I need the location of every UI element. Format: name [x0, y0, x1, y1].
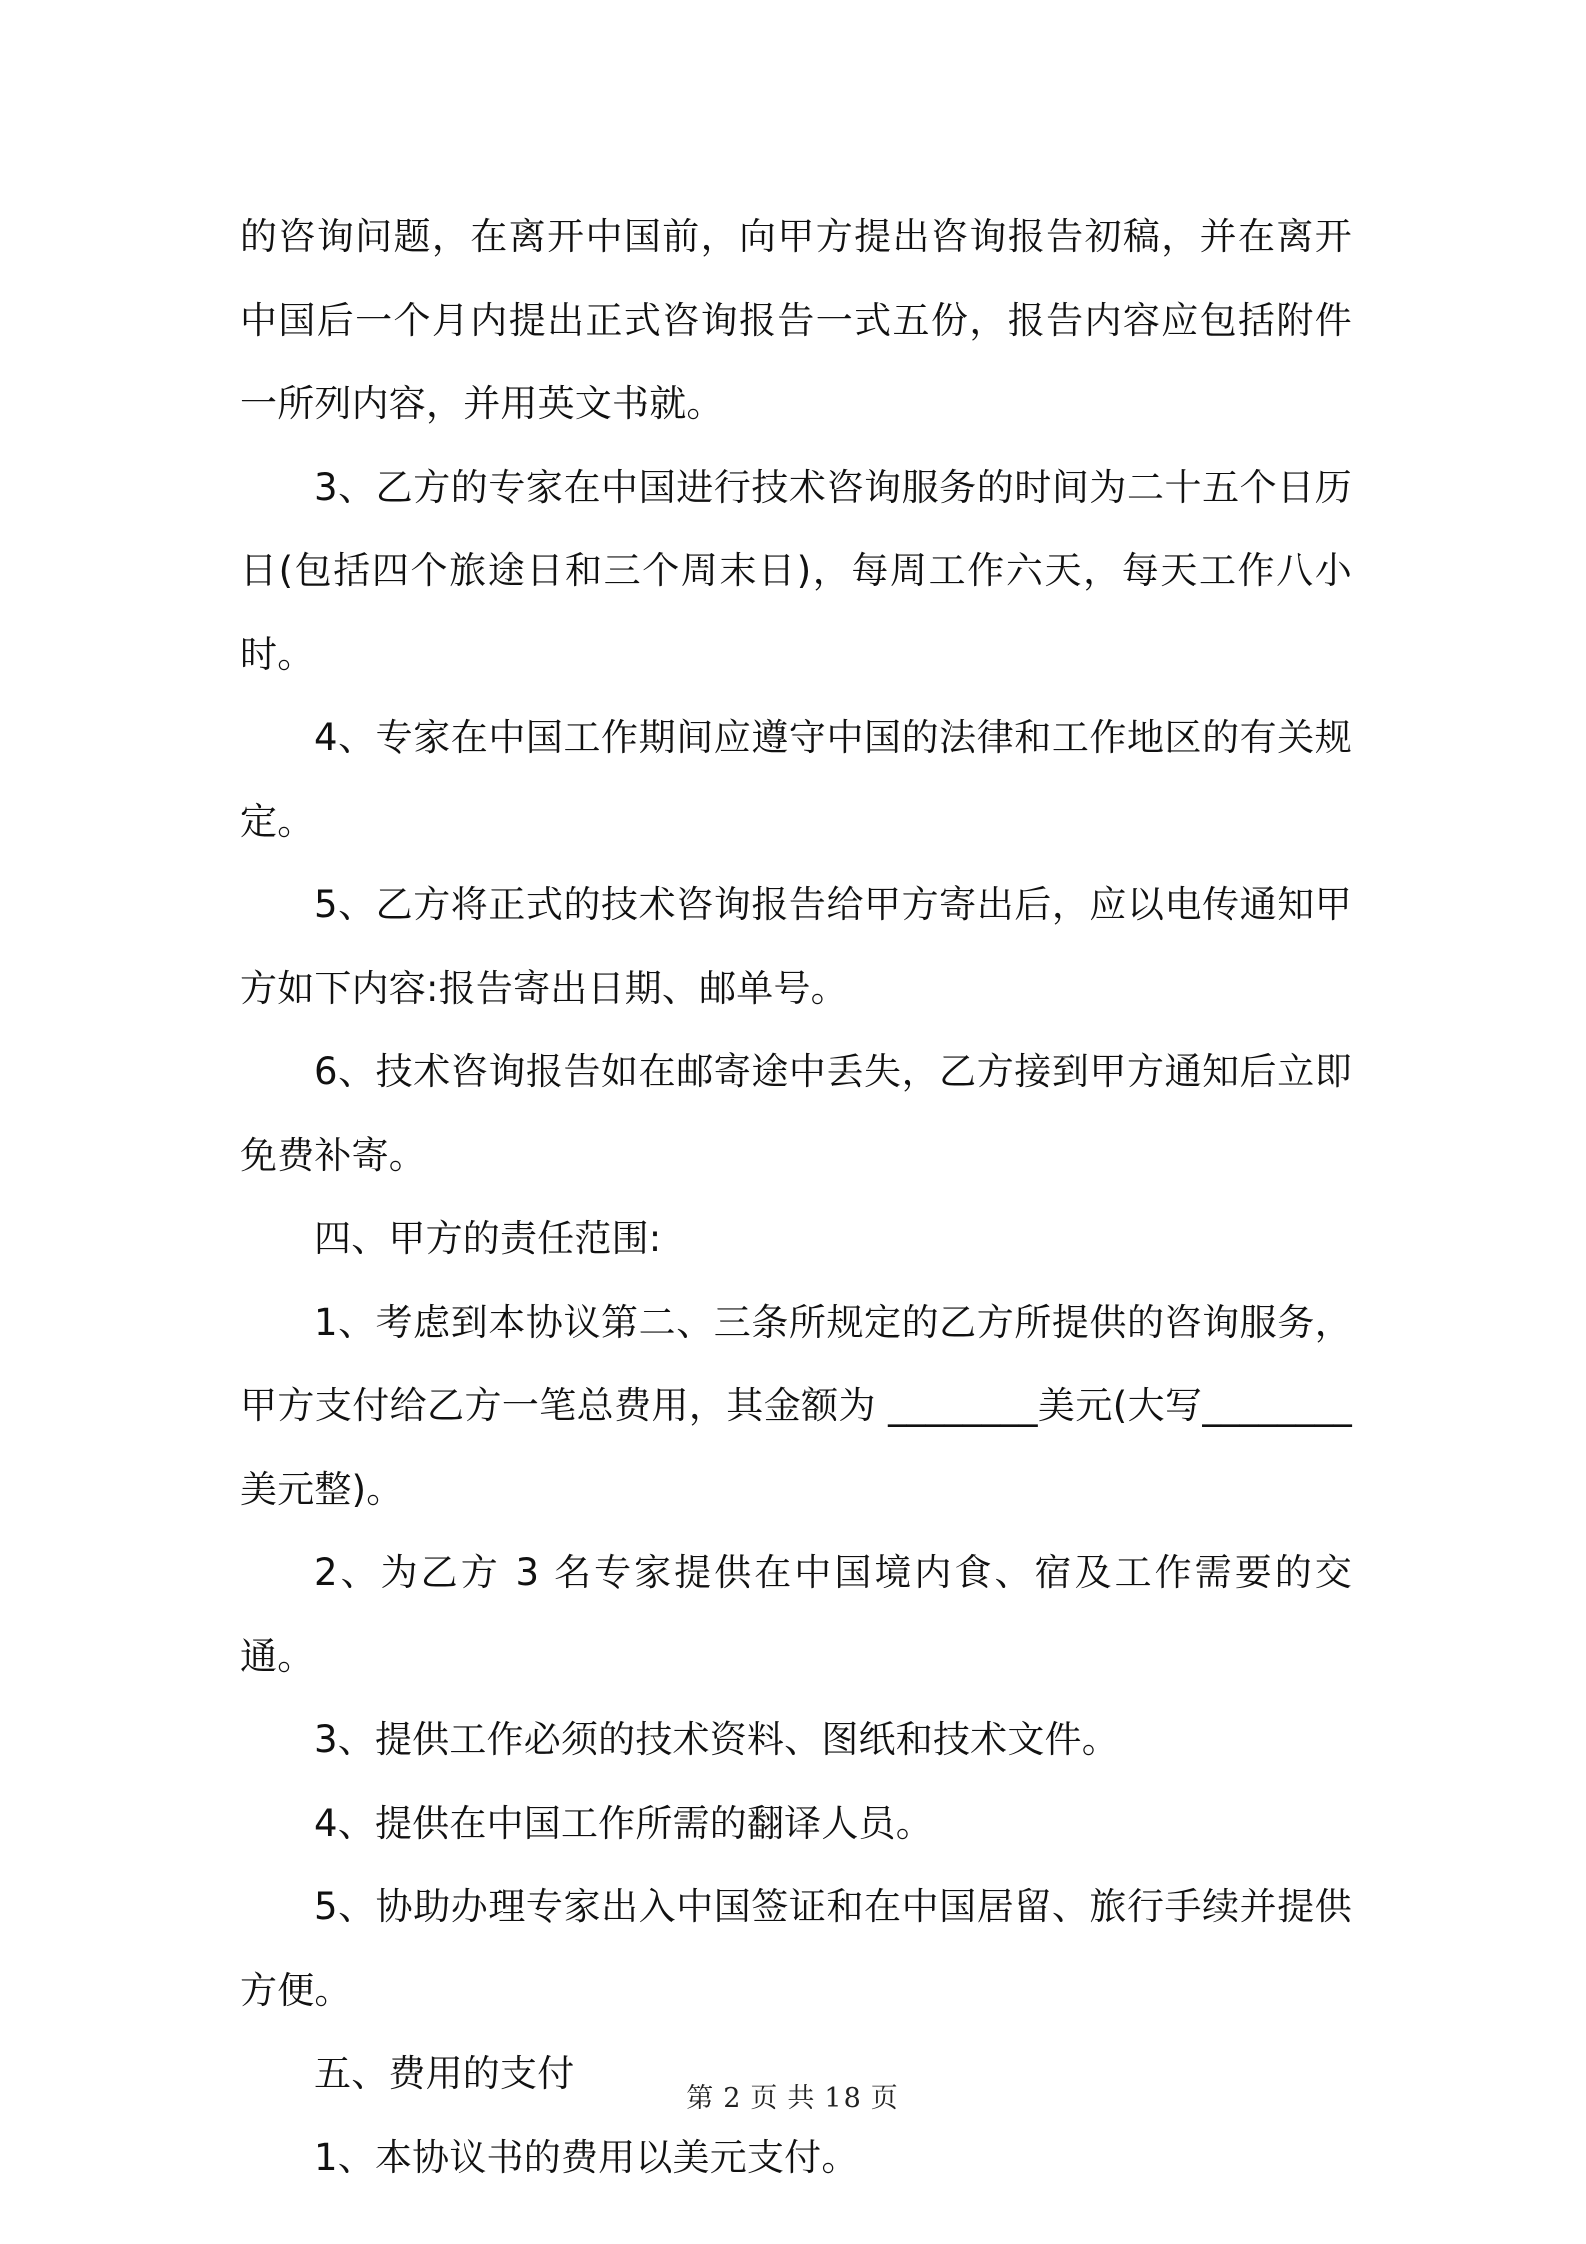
- paragraph: 2、为乙方 3 名专家提供在中国境内食、宿及工作需要的交通。: [240, 1551, 1352, 1678]
- document-body: [240, 195, 1352, 2199]
- paragraph: 6、技术咨询报告如在邮寄途中丢失，乙方接到甲方通知后立即免费补寄。: [240, 1050, 1352, 1177]
- paragraph: 的咨询问题，在离开中国前，向甲方提出咨询报告初稿，并在离开中国后一个月内提出正式咨询报告一式五份，报告内容应包括附件一所列内容，并用英文书就。: [240, 215, 1352, 425]
- footer-total-pages: 18: [824, 2083, 863, 2114]
- paragraph: 5、乙方将正式的技术咨询报告给甲方寄出后，应以电传通知甲方如下内容:报告寄出日期、邮单号。: [240, 883, 1352, 1010]
- section-heading: 五、费用的支付: [314, 2052, 575, 2095]
- footer-label-unit: 页: [750, 2083, 780, 2114]
- footer-label-total: 共: [787, 2083, 817, 2114]
- footer-current-page: 2: [723, 2083, 743, 2114]
- footer-label-page: 第: [686, 2083, 716, 2114]
- footer-label-unit-end: 页: [870, 2083, 900, 2114]
- paragraph: 1、考虑到本协议第二、三条所规定的乙方所提供的咨询服务，甲方支付给乙方一笔总费用，其金额为 ________美元(大写________美元整)。: [240, 1300, 1352, 1511]
- paragraph: 4、提供在中国工作所需的翻译人员。: [314, 1801, 933, 1845]
- paragraph: 3、乙方的专家在中国进行技术咨询服务的时间为二十五个日历日(包括四个旅途日和三个周末日)，每周工作六天，每天工作八小时。: [240, 465, 1352, 676]
- paragraph: 4、专家在中国工作期间应遵守中国的法律和工作地区的有关规定。: [240, 716, 1352, 843]
- paragraph: 1、本协议书的费用以美元支付。: [314, 2135, 859, 2179]
- section-heading: 四、甲方的责任范围:: [314, 1217, 662, 1260]
- paragraph: 3、提供工作必须的技术资料、图纸和技术文件。: [314, 1718, 1119, 1761]
- page-footer: [0, 2076, 1586, 2115]
- paragraph: 5、协助办理专家出入中国签证和在中国居留、旅行手续并提供方便。: [240, 1885, 1352, 2012]
